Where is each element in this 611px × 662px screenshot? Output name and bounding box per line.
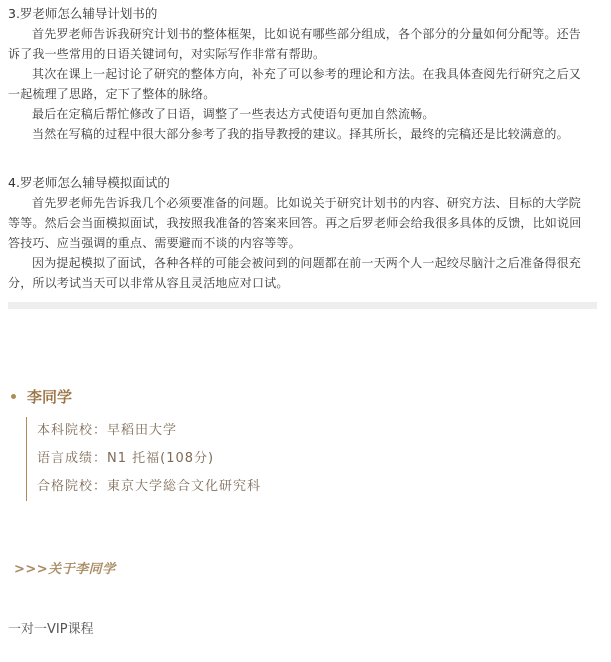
course-label: 一对一VIP课程 bbox=[8, 622, 94, 637]
section-interview-tutoring bbox=[8, 173, 590, 293]
paragraph: 首先罗老师告诉我研究计划书的整体框架，比如说有哪些部分组成，各个部分的分量如何分配等。还告诉了我一些常用的日语关键词句，对实际写作非常有帮助。 bbox=[8, 27, 582, 61]
paragraph: 因为提起模拟了面试，各种各样的可能会被问到的问题都在前一天两个人一起绞尽脑汁之后准备得很充分，所以考试当天可以非常从容且灵活地应对口试。 bbox=[8, 256, 582, 290]
section-heading: 3.罗老师怎么辅导计划书的 bbox=[8, 6, 158, 21]
student-info bbox=[26, 417, 261, 501]
bullet-dot-icon bbox=[11, 394, 16, 399]
paragraph: 其次在课上一起讨论了研究的整体方向，补充了可以参考的理论和方法。在我具体查阅先行研究之后又一起梳理了思路，定下了整体的脉络。 bbox=[8, 67, 582, 101]
paragraph: 首先罗老师先告诉我几个必须要准备的问题。比如说关于研究计划书的内容、研究方法、目标的大学院等等。然后会当面模拟面试，我按照我准备的答案来回答。再之后罗老师会给我很多具体的反馈，比如说回答技巧、应当强调的重点、需要避而不谈的内容等等。 bbox=[8, 196, 582, 250]
student-name-row bbox=[11, 384, 571, 408]
admitted-school: 合格院校：東京大学総合文化研究科 bbox=[37, 479, 262, 494]
section-plan-tutoring bbox=[8, 4, 590, 144]
language-score: 语言成绩：N1 托福(108分) bbox=[37, 451, 215, 466]
undergrad-school: 本科院校：早稻田大学 bbox=[37, 423, 178, 438]
paragraph: 最后在定稿后帮忙修改了日语，调整了一些表达方式使语句更加自然流畅。 bbox=[32, 107, 435, 121]
student-profile bbox=[11, 384, 571, 494]
student-name: 李同学 bbox=[27, 387, 73, 406]
paragraph: 当然在写稿的过程中很大部分参考了我的指导教授的建议。择其所长，最终的完稿还是比较满意的。 bbox=[32, 127, 569, 141]
about-student-link[interactable]: >>>关于李同学 bbox=[14, 562, 116, 577]
section-heading: 4.罗老师怎么辅导模拟面试的 bbox=[8, 175, 170, 190]
